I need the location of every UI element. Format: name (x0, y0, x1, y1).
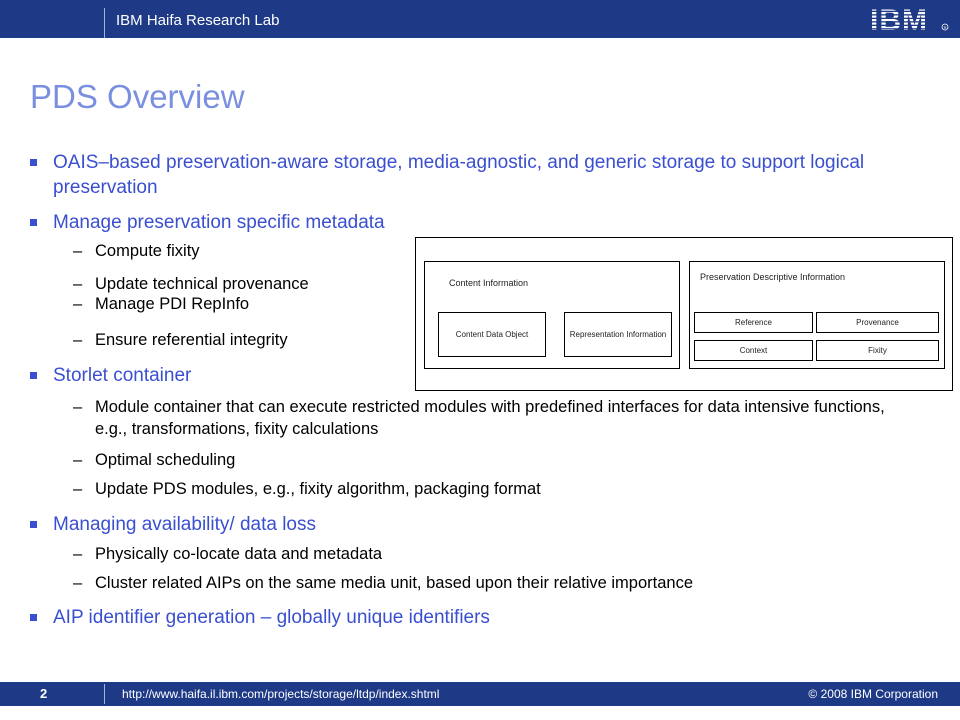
bullet-text: AIP identifier generation – globally unique identifiers (53, 607, 490, 628)
context-box: Context (694, 340, 813, 361)
svg-text:IBM: IBM (870, 5, 928, 33)
content-data-object-box: Content Data Object (438, 312, 546, 357)
representation-information-box: Representation Information (564, 312, 672, 357)
lab-name: IBM Haifa Research Lab (116, 12, 280, 29)
footer-divider (104, 684, 105, 704)
bullet-text: Managing availability/ data loss (53, 514, 316, 535)
sub-bullet: – Update technical provenance (73, 273, 913, 295)
sub-bullet: – Compute fixity (73, 240, 913, 262)
bullet-marker (30, 159, 37, 166)
sub-bullet-text: Manage PDI RepInfo (95, 295, 250, 313)
sub-bullet: – Optimal scheduling (73, 449, 913, 471)
sub-bullet: – Manage PDI RepInfo (73, 293, 913, 315)
bullet-marker (30, 219, 37, 226)
bullet-metadata (30, 210, 930, 235)
sub-bullet-text: Ensure referential integrity (95, 331, 288, 349)
fixity-box: Fixity (816, 340, 939, 361)
bullet-marker (30, 614, 37, 621)
sub-bullet: – Update PDS modules, e.g., fixity algorithm, packaging format (73, 478, 913, 500)
bullet-oais (30, 150, 930, 200)
svg-text:R: R (943, 25, 947, 30)
bullet-text: OAIS–based preservation-aware storage, media-agnostic, and generic storage to support logical preservation (53, 152, 865, 198)
header-bar (0, 0, 960, 38)
aip-diagram (415, 237, 953, 391)
sub-bullet-text: Optimal scheduling (95, 451, 236, 469)
footer-url: http://www.haifa.il.ibm.com/projects/storage/ltdp/index.shtml (122, 687, 440, 701)
pdi-label: Preservation Descriptive Information (700, 272, 846, 282)
copyright: © 2008 IBM Corporation (808, 687, 938, 701)
sub-bullet-text: Module container that can execute restricted modules with predefined interfaces for data intensive functions, e.g., transformations, fixity calculations (95, 398, 885, 438)
bullet-text: Manage preservation specific metadata (53, 212, 385, 233)
sub-bullet-text: Physically co-locate data and metadata (95, 545, 383, 563)
pdi-box (689, 261, 945, 369)
header-divider (104, 8, 105, 38)
provenance-box: Provenance (816, 312, 939, 333)
sub-bullet: – Module container that can execute restricted modules with predefined interfaces for data intensive functions, e.g., transformations, fixity calculations (73, 396, 913, 440)
sub-bullet: – Physically co-locate data and metadata (73, 543, 913, 565)
sub-bullet: – Cluster related AIPs on the same media unit, based upon their relative importance (73, 572, 913, 594)
sub-bullet-text: Update technical provenance (95, 275, 309, 293)
sub-bullet-text: Update PDS modules, e.g., fixity algorithm, packaging format (95, 480, 541, 498)
ibm-logo (868, 5, 950, 33)
content-information-box (424, 261, 680, 369)
page-number: 2 (40, 686, 48, 701)
content-information-label: Content Information (449, 278, 529, 288)
bullet-text: Storlet container (53, 365, 192, 386)
sub-bullet-text: Compute fixity (95, 242, 200, 260)
reference-box: Reference (694, 312, 813, 333)
bullet-availability (30, 512, 930, 537)
bullet-marker (30, 372, 37, 379)
bullet-aip-identifier (30, 605, 930, 630)
page-title: PDS Overview (30, 78, 245, 115)
footer-bar (0, 682, 960, 706)
sub-bullet-text: Cluster related AIPs on the same media unit, based upon their relative importance (95, 574, 693, 592)
bullet-marker (30, 521, 37, 528)
sub-bullet: – Ensure referential integrity (73, 329, 913, 351)
